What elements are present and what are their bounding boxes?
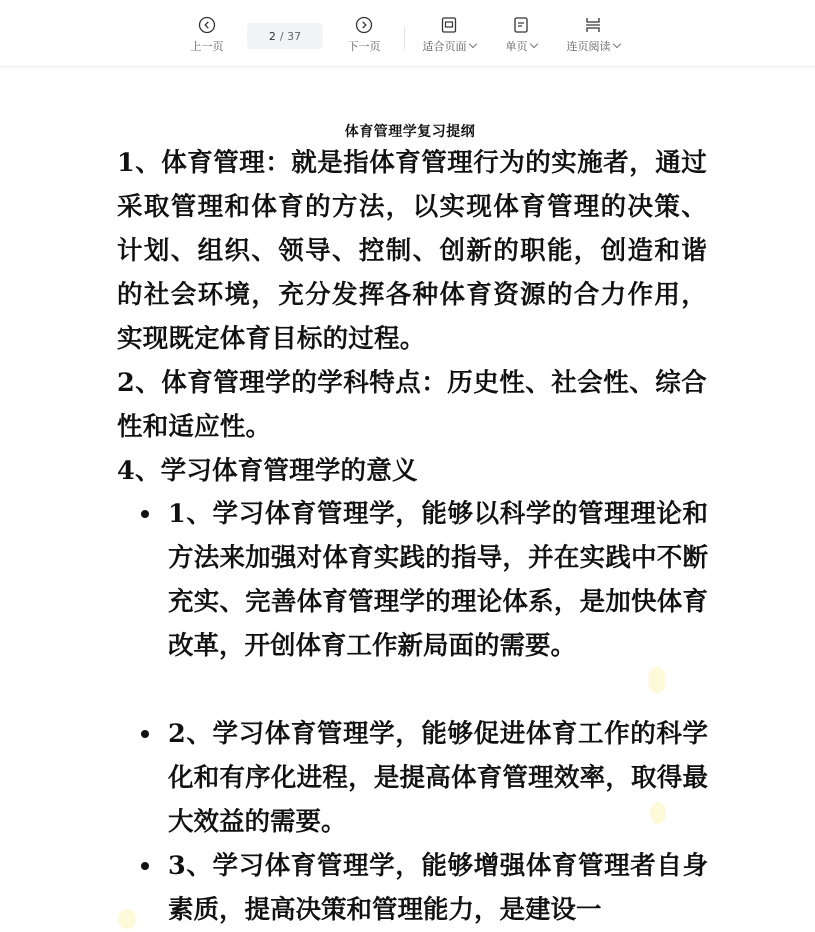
page-number-field[interactable]: [247, 23, 323, 49]
paragraph-definition: 1、体育管理：就是指体育管理行为的实施者，通过采取管理和体育的方法，以实现体育管理的决策、计划、组织、领导、控制、创新的职能，创造和谐的社会环境，充分发挥各种体育资源的合力作用，实现既定体育目标的过程。: [117, 148, 707, 354]
paragraph-characteristics: 2、体育管理学的学科特点：历史性、社会性、综合性和适应性。: [117, 368, 707, 442]
current-page-input[interactable]: 2: [268, 29, 276, 43]
bullet-item-3: 3、学习体育管理学，能够增强体育管理者自身素质，提高决策和管理能力，是建设一: [168, 851, 708, 925]
arrow-left-circle-icon: [198, 16, 216, 34]
next-page-label: 下一页: [347, 40, 381, 53]
bullet-item-2: 2、学习体育管理学，能够促进体育工作的科学化和有序化进程，是提高体育管理效率，取得最大效益的需要。: [168, 719, 708, 837]
arrow-right-circle-icon: [355, 16, 373, 34]
scan-smudge: [118, 909, 136, 929]
fit-page-label: 适合页面: [422, 40, 467, 53]
prev-page-label: 上一页: [190, 40, 224, 53]
bullet-item-1: 1、学习体育管理学，能够以科学的管理理论和方法来加强对体育实践的指导，并在实践中不断充实、完善体育管理学的理论体系，是加快体育改革，开创体育工作新局面的需要。: [168, 499, 708, 661]
toolbar-divider: [404, 27, 405, 49]
bullet-dot: [141, 510, 149, 518]
bullet-dot: [141, 730, 149, 738]
paragraph-significance-heading: 4、学习体育管理学的意义: [117, 456, 418, 486]
continuous-read-label: 连页阅读: [566, 40, 611, 53]
chevron-down-icon: [529, 40, 537, 48]
single-page-dropdown[interactable]: [502, 16, 540, 54]
continuous-read-dropdown[interactable]: [562, 16, 624, 54]
fit-page-dropdown[interactable]: [418, 16, 480, 54]
viewer-toolbar: [0, 0, 815, 67]
chevron-down-icon: [468, 40, 476, 48]
chevron-down-icon: [612, 40, 620, 48]
single-page-icon: [512, 16, 530, 34]
document-page: [0, 67, 815, 929]
next-page-button[interactable]: [344, 16, 384, 54]
fit-page-icon: [440, 16, 458, 34]
continuous-scroll-icon: [584, 16, 602, 34]
bullet-dot: [141, 862, 149, 870]
total-pages-label: / 37: [279, 29, 302, 43]
single-page-label: 单页: [505, 40, 528, 53]
document-title: 体育管理学复习提纲: [344, 124, 476, 140]
prev-page-button[interactable]: [187, 16, 227, 54]
scan-smudge: [648, 667, 666, 693]
